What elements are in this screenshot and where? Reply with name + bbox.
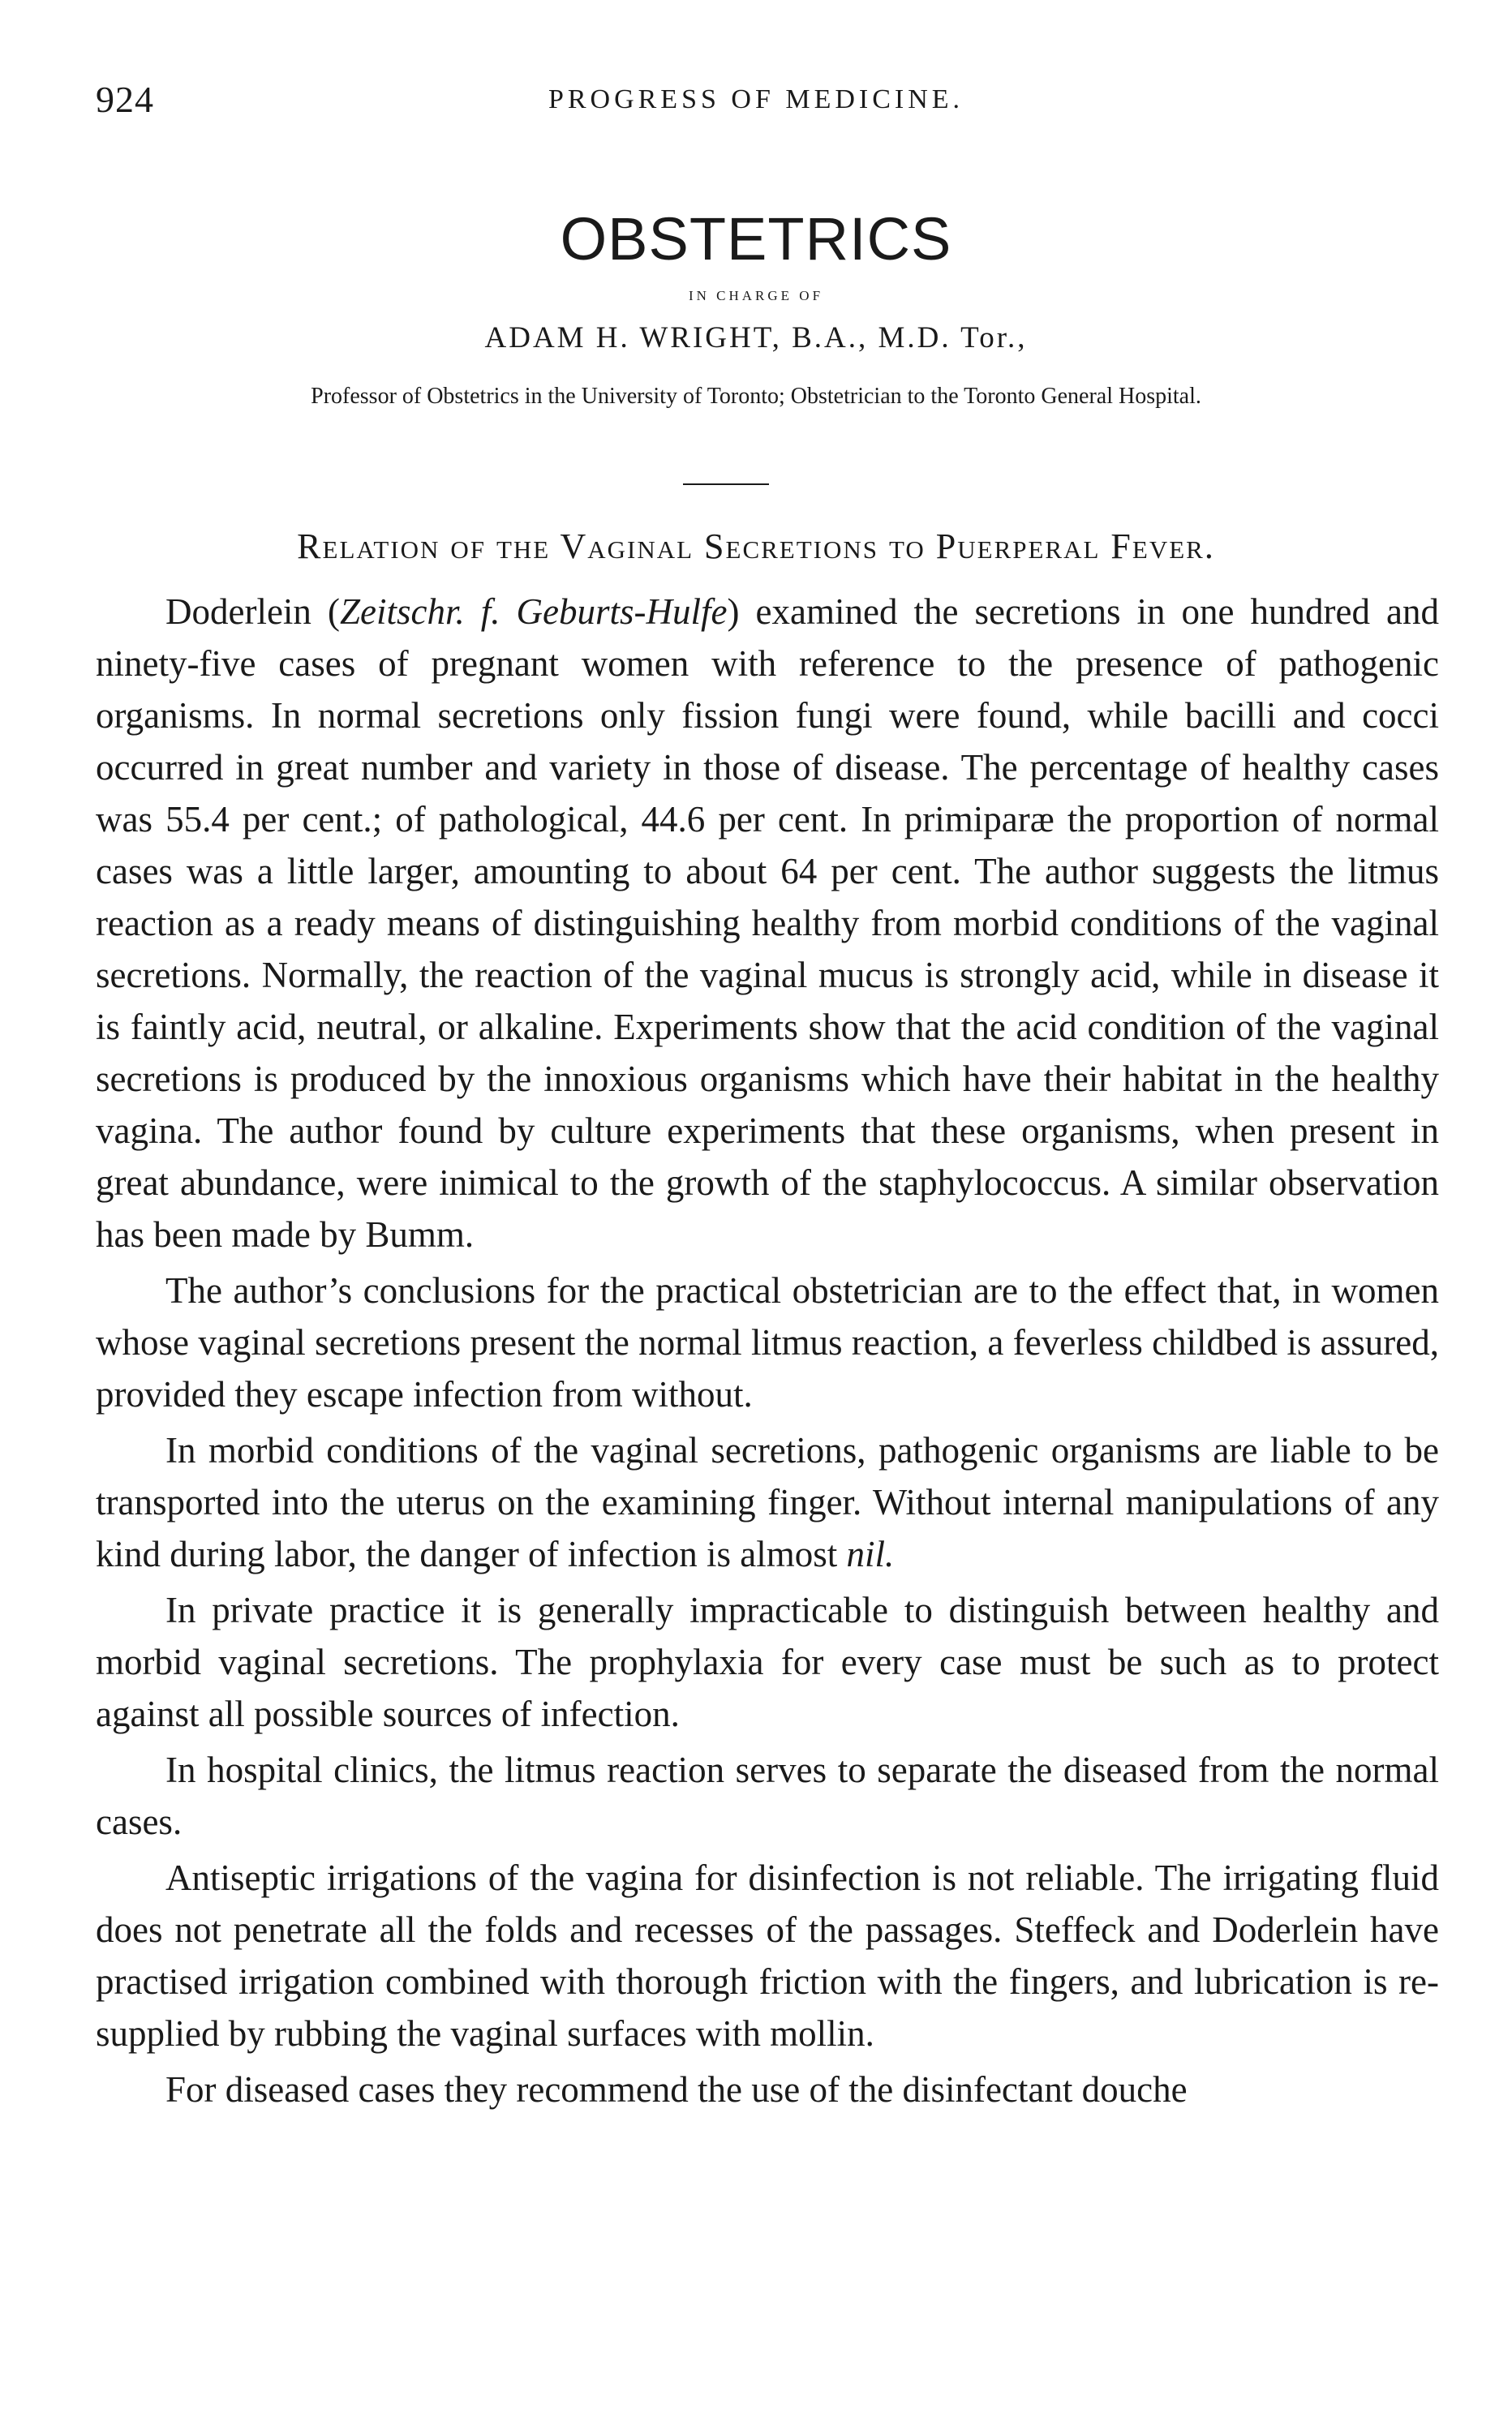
paragraph-3-text: In morbid conditions of the vaginal secretions, pathogenic organisms are liable to be transported into the uterus on the examining finger. Without internal manipulations of any kind during labor, the danger of infection is almost [96,1430,1439,1574]
running-title: PROGRESS OF MEDICINE. [548,84,964,114]
running-head [96,78,1416,127]
paragraph-1-rest: ) examined the secretions in one hundred and ninety-five cases of pregnant women with reference to the presence of pathogenic organisms. In normal secretions only fission fungi were found, while bacilli and cocci occurred in great number and variety in those of disease. The percentage of healthy cases was 55.4 per cent.; of pathological, 44.6 per cent. In primiparæ the proportion of normal cases was a little larger, amounting to about 64 per cent. The author suggests the litmus reaction as a ready means of distinguishing healthy from morbid conditions of the vaginal secretions. Normally, the reaction of the vaginal mucus is strongly acid, while in disease it is faintly acid, neutral, or alkaline. Experiments show that the acid condition of the vaginal secretions is produced by the innoxious organisms which have their habitat in the healthy vagina. The author found by culture experiments that these organisms, when present in great abundance, were inimical to the growth of the staphylococcus. A similar observation has been made by Bumm. [96,591,1440,1255]
paragraph-1-lead: Doderlein ( [165,591,340,632]
editor-name: ADAM H. WRIGHT, B.A., M.D. Tor., [484,321,1028,354]
paragraph-3 [96,1424,1439,1580]
page-number: 924 [96,79,154,120]
article-title: Relation of the Vaginal Secretions to Puerperal Fever. [297,526,1215,566]
article-body [96,586,1439,2120]
emphasis-nil: nil. [846,1534,895,1574]
paragraph-7: For diseased cases they recommend the use of the disinfectant douche [165,2069,1188,2110]
paragraph-4: In private practice it is generally impracticable to distinguish between healthy and morbid vaginal secretions. The prophylaxia for every case must be such as to protect against all possible sources of infection. [96,1590,1439,1734]
paragraph-5: In hospital clinics, the litmus reaction serves to separate the diseased from the normal cases. [96,1750,1439,1842]
editor-affiliation: Professor of Obstetrics in the University of Toronto; Obstetrician to the Toronto General Hospital. [311,384,1201,409]
paragraph-2: The author’s conclusions for the practical obstetrician are to the effect that, in women whose vaginal secretions present the normal litmus reaction, a feverless childbed is assured, provided they escape infection from without. [96,1270,1439,1415]
paragraph-6: Antiseptic irrigations of the vagina for disinfection is not reliable. The irrigating fluid does not penetrate all the folds and recesses of the passages. Steffeck and Doderlein have practised irrigation combined with thorough friction with the fingers, and lubrication is re-supplied by rubbing the vaginal surfaces with mollin. [96,1858,1439,2054]
paragraph-1 [96,586,1439,1261]
source-citation: Zeitschr. f. Geburts-Hulfe [339,591,728,632]
in-charge-label: IN CHARGE OF [688,288,824,303]
divider-rule [683,483,769,485]
section-title: OBSTETRICS [560,205,952,273]
